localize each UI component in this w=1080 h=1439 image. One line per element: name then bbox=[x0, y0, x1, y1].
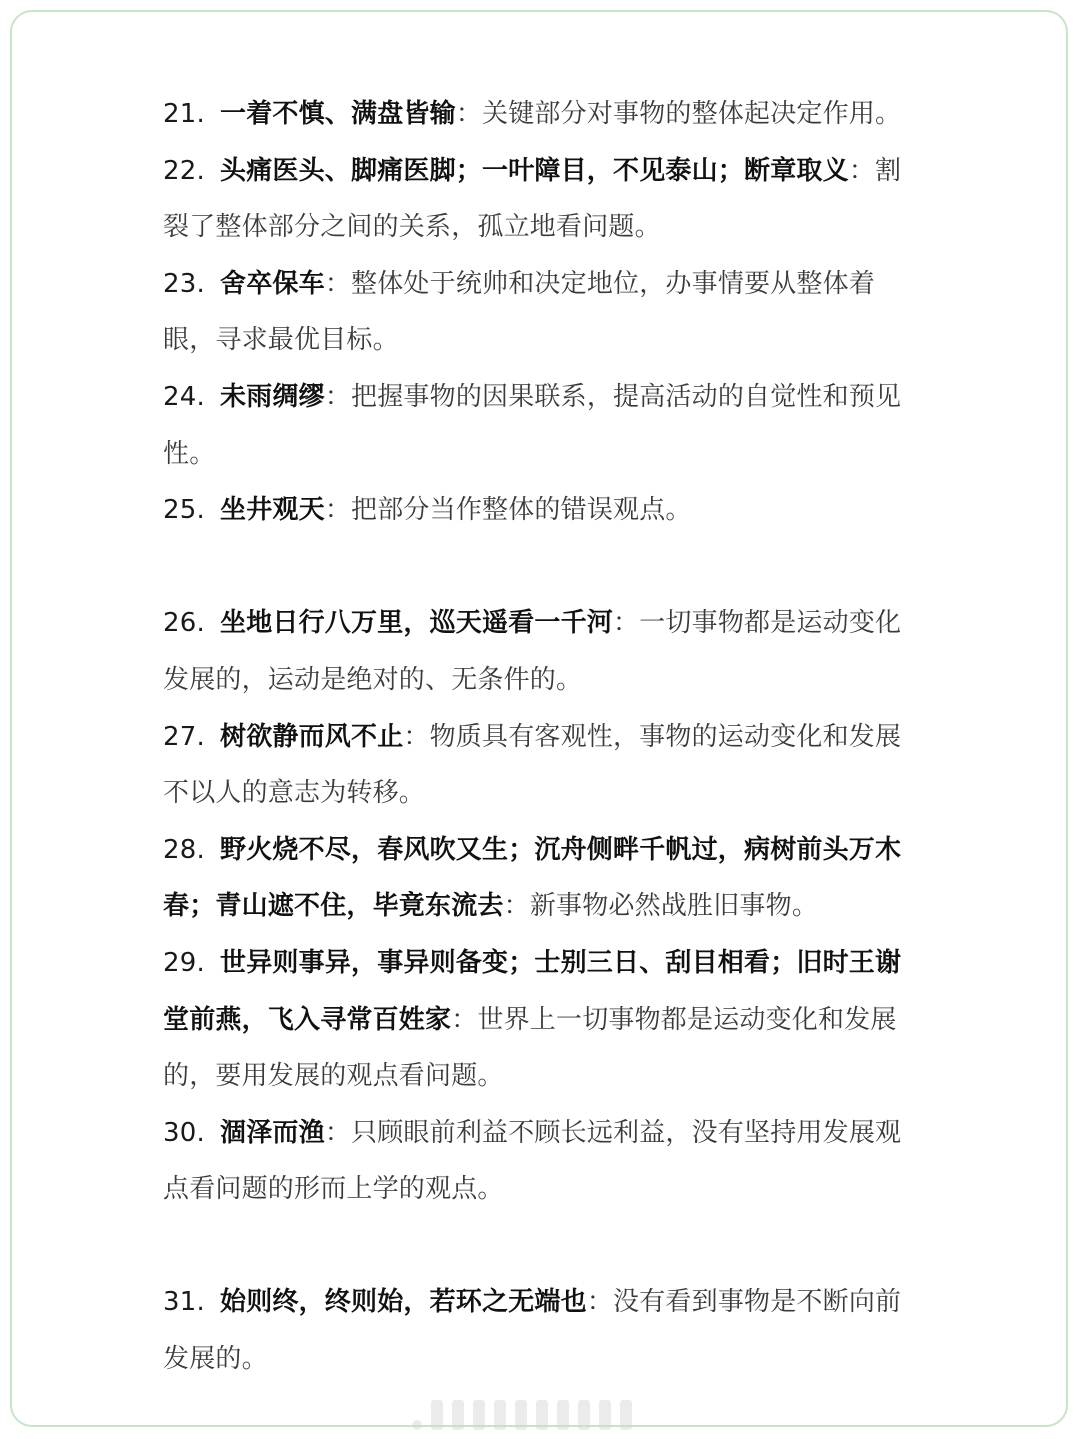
item-definition: 只顾眼前利益不顾长远利益，没有坚持用发展观点看问题的形而上学的观点。 bbox=[163, 1117, 902, 1205]
list-item bbox=[163, 369, 923, 482]
item-colon: ： bbox=[403, 721, 430, 752]
item-definition: 把部分当作整体的错误观点。 bbox=[351, 495, 692, 526]
item-colon: ： bbox=[324, 381, 352, 412]
item-term: 坐地日行八万里，巡天遥看一千河 bbox=[220, 608, 614, 639]
list-item bbox=[163, 482, 923, 539]
list-item bbox=[163, 822, 923, 935]
item-colon: ： bbox=[848, 155, 876, 186]
item-number: 30. bbox=[163, 1117, 205, 1148]
item-term: 头痛医头、脚痛医脚；一叶障目，不见泰山；断章取义 bbox=[220, 155, 849, 186]
watermark-mark bbox=[452, 1400, 464, 1430]
item-colon: ： bbox=[324, 268, 352, 299]
list-item bbox=[163, 256, 923, 369]
item-colon: ： bbox=[451, 1004, 478, 1035]
list-item bbox=[163, 1274, 923, 1387]
watermark-mark bbox=[599, 1400, 611, 1430]
watermark-mark bbox=[515, 1400, 527, 1430]
idiom-list bbox=[163, 86, 923, 1388]
item-number: 22. bbox=[163, 155, 205, 186]
item-definition: 一切事物都是运动变化发展的，运动是绝对的、无条件的。 bbox=[163, 608, 902, 695]
section-spacer bbox=[163, 539, 923, 596]
list-item bbox=[163, 143, 923, 256]
item-colon: ： bbox=[586, 1287, 614, 1318]
item-term: 世异则事异，事异则备变；士别三日、刮目相看；旧时王谢堂前燕，飞入寻常百姓家 bbox=[163, 947, 902, 1035]
item-colon: ： bbox=[455, 99, 483, 129]
item-number: 26. bbox=[163, 608, 205, 639]
watermark-mark bbox=[620, 1400, 632, 1430]
item-term: 野火烧不尽，春风吹又生；沉舟侧畔千帆过，病树前头万木春；青山遮不住，毕竟东流去 bbox=[163, 834, 902, 922]
item-term: 始则终，终则始，若环之无端也 bbox=[220, 1287, 587, 1318]
list-item bbox=[163, 709, 923, 822]
item-number: 29. bbox=[163, 947, 205, 978]
section-spacer bbox=[163, 1218, 923, 1275]
item-term: 树欲静而风不止 bbox=[220, 721, 404, 752]
item-definition: 世界上一切事物都是运动变化和发展的，要用发展的观点看问题。 bbox=[163, 1004, 897, 1092]
item-definition: 没有看到事物是不断向前发展的。 bbox=[163, 1287, 902, 1375]
item-number: 31. bbox=[163, 1287, 205, 1318]
list-item bbox=[163, 935, 923, 1105]
watermark-mark bbox=[536, 1400, 548, 1430]
item-definition: 关键部分对事物的整体起决定作用。 bbox=[482, 99, 902, 129]
item-term: 坐井观天 bbox=[220, 495, 325, 526]
watermark-mark bbox=[473, 1400, 485, 1430]
watermark-mark bbox=[494, 1400, 506, 1430]
item-term: 涸泽而渔 bbox=[220, 1117, 325, 1148]
watermark-mark bbox=[431, 1400, 443, 1430]
item-colon: ： bbox=[324, 1117, 352, 1148]
item-term: 一着不慎、满盘皆输 bbox=[220, 99, 456, 129]
item-colon: ： bbox=[503, 891, 530, 922]
watermark-mark bbox=[578, 1400, 590, 1430]
item-definition: 新事物必然战胜旧事物。 bbox=[529, 891, 819, 922]
item-number: 28. bbox=[163, 834, 205, 865]
item-term: 舍卒保车 bbox=[220, 268, 325, 299]
list-item bbox=[163, 1105, 923, 1218]
item-term: 未雨绸缪 bbox=[220, 381, 325, 412]
item-colon: ： bbox=[613, 608, 640, 639]
watermark-dot bbox=[412, 1420, 422, 1430]
item-definition: 物质具有客观性，事物的运动变化和发展不以人的意志为转移。 bbox=[163, 721, 902, 809]
item-colon: ： bbox=[324, 495, 352, 526]
item-definition: 把握事物的因果联系，提高活动的自觉性和预见性。 bbox=[163, 381, 902, 469]
list-item bbox=[163, 86, 923, 143]
item-definition: 割裂了整体部分之间的关系，孤立地看问题。 bbox=[163, 155, 902, 243]
item-definition: 整体处于统帅和决定地位，办事情要从整体着眼，寻求最优目标。 bbox=[163, 268, 876, 356]
list-item bbox=[163, 595, 923, 708]
item-number: 23. bbox=[163, 268, 205, 299]
watermark-mark bbox=[557, 1400, 569, 1430]
item-number: 27. bbox=[163, 721, 205, 752]
item-number: 21. bbox=[163, 99, 205, 129]
item-number: 25. bbox=[163, 495, 205, 526]
watermark bbox=[412, 1396, 632, 1430]
item-number: 24. bbox=[163, 381, 205, 412]
